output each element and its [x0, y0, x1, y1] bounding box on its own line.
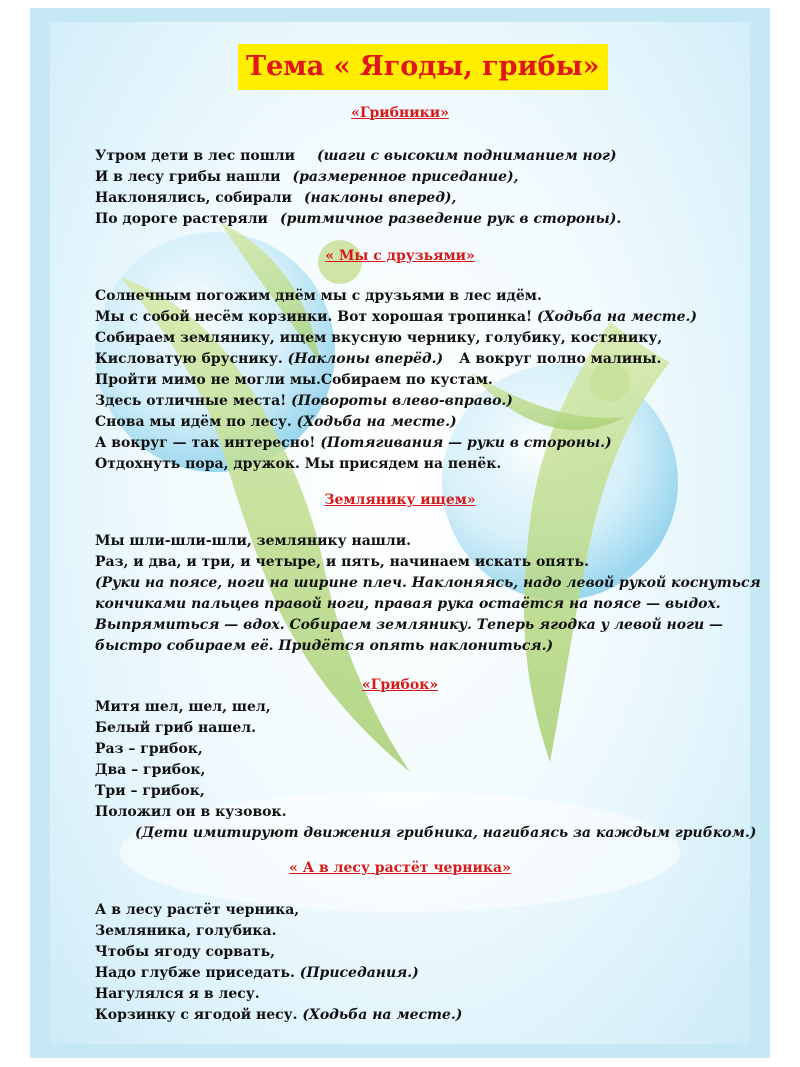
text-line: Митя шел, шел, шел,: [95, 699, 271, 715]
section-heading-my-s-druzyami: « Мы с друзьями»: [325, 248, 475, 264]
poster-background: [50, 22, 761, 1044]
text-line: Корзинку с ягодой несу. (Ходьба на месте.): [95, 1007, 463, 1023]
text-line: А в лесу растёт черника,: [95, 902, 300, 918]
text-line: По дороге растеряли (ритмичное разведение рук в стороны).: [95, 211, 622, 227]
text-line: Мы шли-шли-шли, землянику нашли.: [95, 533, 411, 549]
poster-frame: [30, 8, 770, 1058]
text-line: Выпрямиться — вдох. Собираем землянику. Теперь ягодка у левой ноги —: [95, 617, 724, 633]
text-line: Здесь отличные места! (Повороты влево-вправо.): [95, 393, 513, 409]
section-heading-zemlyaniku-ishchem: Землянику ищем»: [324, 492, 476, 508]
text-line: Надо глубже приседать. (Приседания.): [95, 965, 419, 981]
text-line: Положил он в кузовок.: [95, 804, 287, 820]
text-line: Солнечным погожим днём мы с друзьями в лес идём.: [95, 288, 542, 304]
text-line: Кисловатую бруснику. (Наклоны вперёд.) А вокруг полно малины.: [95, 351, 662, 367]
section-heading-a-v-lesu: « А в лесу растёт черника»: [289, 860, 511, 876]
text-line: Земляника, голубика.: [95, 923, 277, 939]
text-line: Отдохнуть пора, дружок. Мы присядем на пенёк.: [95, 456, 502, 472]
text-line: Нагулялся я в лесу.: [95, 986, 260, 1002]
text-line: (Дети имитируют движения грибника, нагибаясь за каждым грибком.): [135, 825, 757, 841]
section-heading-gribniki: «Грибники»: [351, 105, 449, 121]
text-line: Мы с собой несём корзинки. Вот хорошая тропинка! (Ходьба на месте.): [95, 309, 697, 325]
text-line: И в лесу грибы нашли (размеренное приседание),: [95, 169, 519, 185]
text-line: А вокруг — так интересно! (Потягивания — руки в стороны.): [95, 435, 612, 451]
text-line: Три – грибок,: [95, 783, 205, 799]
text-line: Утром дети в лес пошли (шаги с высоким подниманием ног): [95, 148, 617, 164]
text-line: Чтобы ягоду сорвать,: [95, 944, 275, 960]
text-line: кончиками пальцев правой ноги, правая рука остаётся на поясе — выдох.: [95, 596, 721, 612]
text-line: Снова мы идём по лесу. (Ходьба на месте.): [95, 414, 457, 430]
text-line: Два – грибок,: [95, 762, 206, 778]
text-line: Раз – грибок,: [95, 741, 203, 757]
text-line: Собираем землянику, ищем вкусную чернику, голубику, костянику,: [95, 330, 663, 346]
text-line: (Руки на поясе, ноги на ширине плеч. Наклоняясь, надо левой рукой коснуться: [95, 575, 761, 591]
page-title: Тема « Ягоды, грибы»: [238, 44, 608, 90]
text-line: Пройти мимо не могли мы.Собираем по кустам.: [95, 372, 493, 388]
poster-content: [50, 22, 761, 1044]
text-line: быстро собираем её. Придётся опять наклониться.): [95, 638, 554, 654]
text-line: Белый гриб нашел.: [95, 720, 257, 736]
text-line: Раз, и два, и три, и четыре, и пять, начинаем искать опять.: [95, 554, 589, 570]
text-line: Наклонялись, собирали (наклоны вперед),: [95, 190, 457, 206]
section-heading-gribok: «Грибок»: [361, 677, 439, 693]
